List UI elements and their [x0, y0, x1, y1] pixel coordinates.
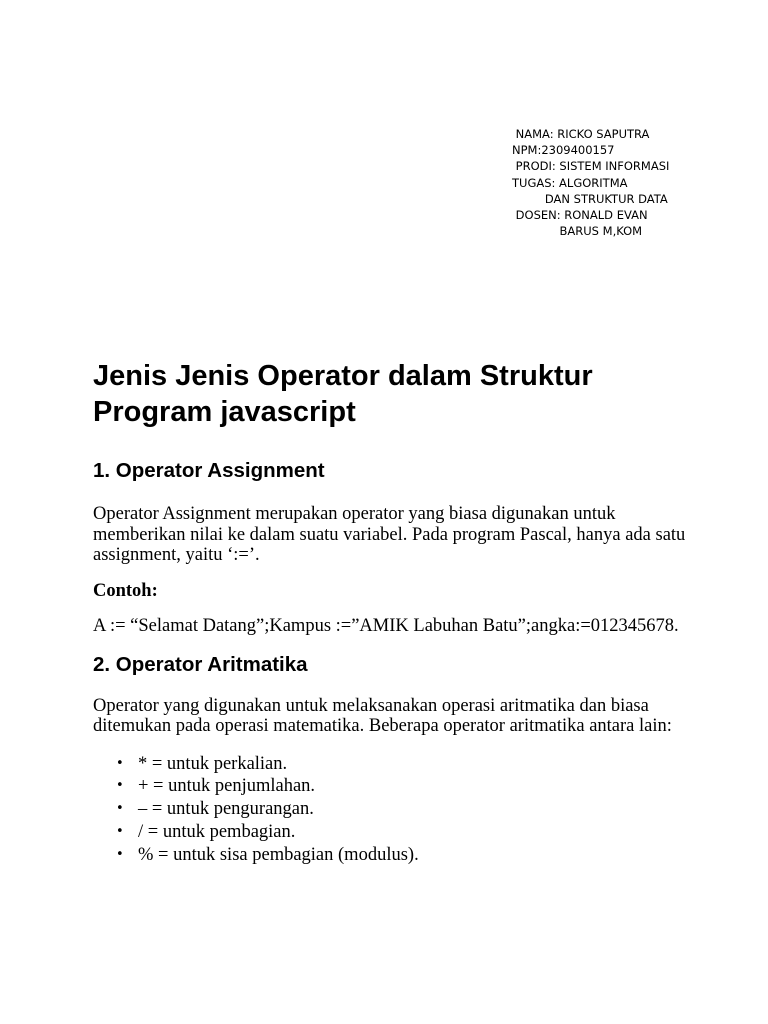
arithmetic-description: Operator yang digunakan untuk melaksanakan operasi aritmatika dan biasa ditemukan pada operasi matematika. Beberapa operator aritmatika antara lain:: [93, 695, 672, 736]
document-title-line-1: Jenis Jenis Operator dalam Struktur: [93, 360, 593, 392]
document-title: [93, 358, 693, 430]
student-identity-block: [512, 126, 752, 239]
identity-name-line: NAMA: RICKO SAPUTRA: [512, 127, 650, 141]
arithmetic-operator-list: [93, 753, 693, 867]
section-heading-assignment: 1. Operator Assignment: [93, 459, 325, 482]
document-title-line-2: Program javascript: [93, 396, 356, 428]
example-label: Contoh:: [93, 580, 158, 601]
identity-dosen-continuation-line: BARUS M,KOM: [512, 224, 643, 239]
assignment-example: A := “Selamat Datang”;Kampus :=”AMIK Labuhan Batu”;angka:=012345678.: [93, 616, 679, 636]
list-item-text: * = untuk perkalian.: [138, 753, 288, 774]
bullet-icon: •: [116, 778, 124, 794]
bullet-icon: •: [116, 801, 124, 817]
assignment-description: Operator Assignment merupakan operator yang biasa digunakan untuk memberikan nilai ke dalam suatu variabel. Pada program Pascal, hanya ada satu assignment, yaitu ‘:=’.: [93, 504, 686, 565]
list-item-text: – = untuk pengurangan.: [138, 799, 314, 820]
list-item: [93, 753, 693, 776]
identity-tugas-continuation-line: DAN STRUKTUR DATA: [512, 191, 668, 206]
bullet-icon: •: [116, 755, 124, 771]
document-body: [93, 358, 693, 866]
identity-tugas-line: TUGAS: ALGORITMA: [512, 175, 628, 190]
bullet-icon: •: [116, 846, 124, 862]
list-item: [93, 775, 693, 798]
identity-dosen-line: DOSEN: RONALD EVAN: [512, 208, 648, 223]
list-item-text: % = untuk sisa pembagian (modulus).: [138, 844, 419, 865]
list-item-text: / = untuk pembagian.: [138, 821, 296, 842]
bullet-icon: •: [116, 823, 124, 839]
list-item: [93, 844, 693, 867]
section-heading-arithmetic: 2. Operator Aritmatika: [93, 652, 308, 676]
identity-prodi-line: PRODI: SISTEM INFORMASI: [512, 159, 670, 174]
list-item: [93, 798, 693, 821]
identity-npm-line: NPM:2309400157: [512, 143, 615, 158]
list-item: [93, 821, 693, 844]
list-item-text: + = untuk penjumlahan.: [138, 776, 316, 797]
